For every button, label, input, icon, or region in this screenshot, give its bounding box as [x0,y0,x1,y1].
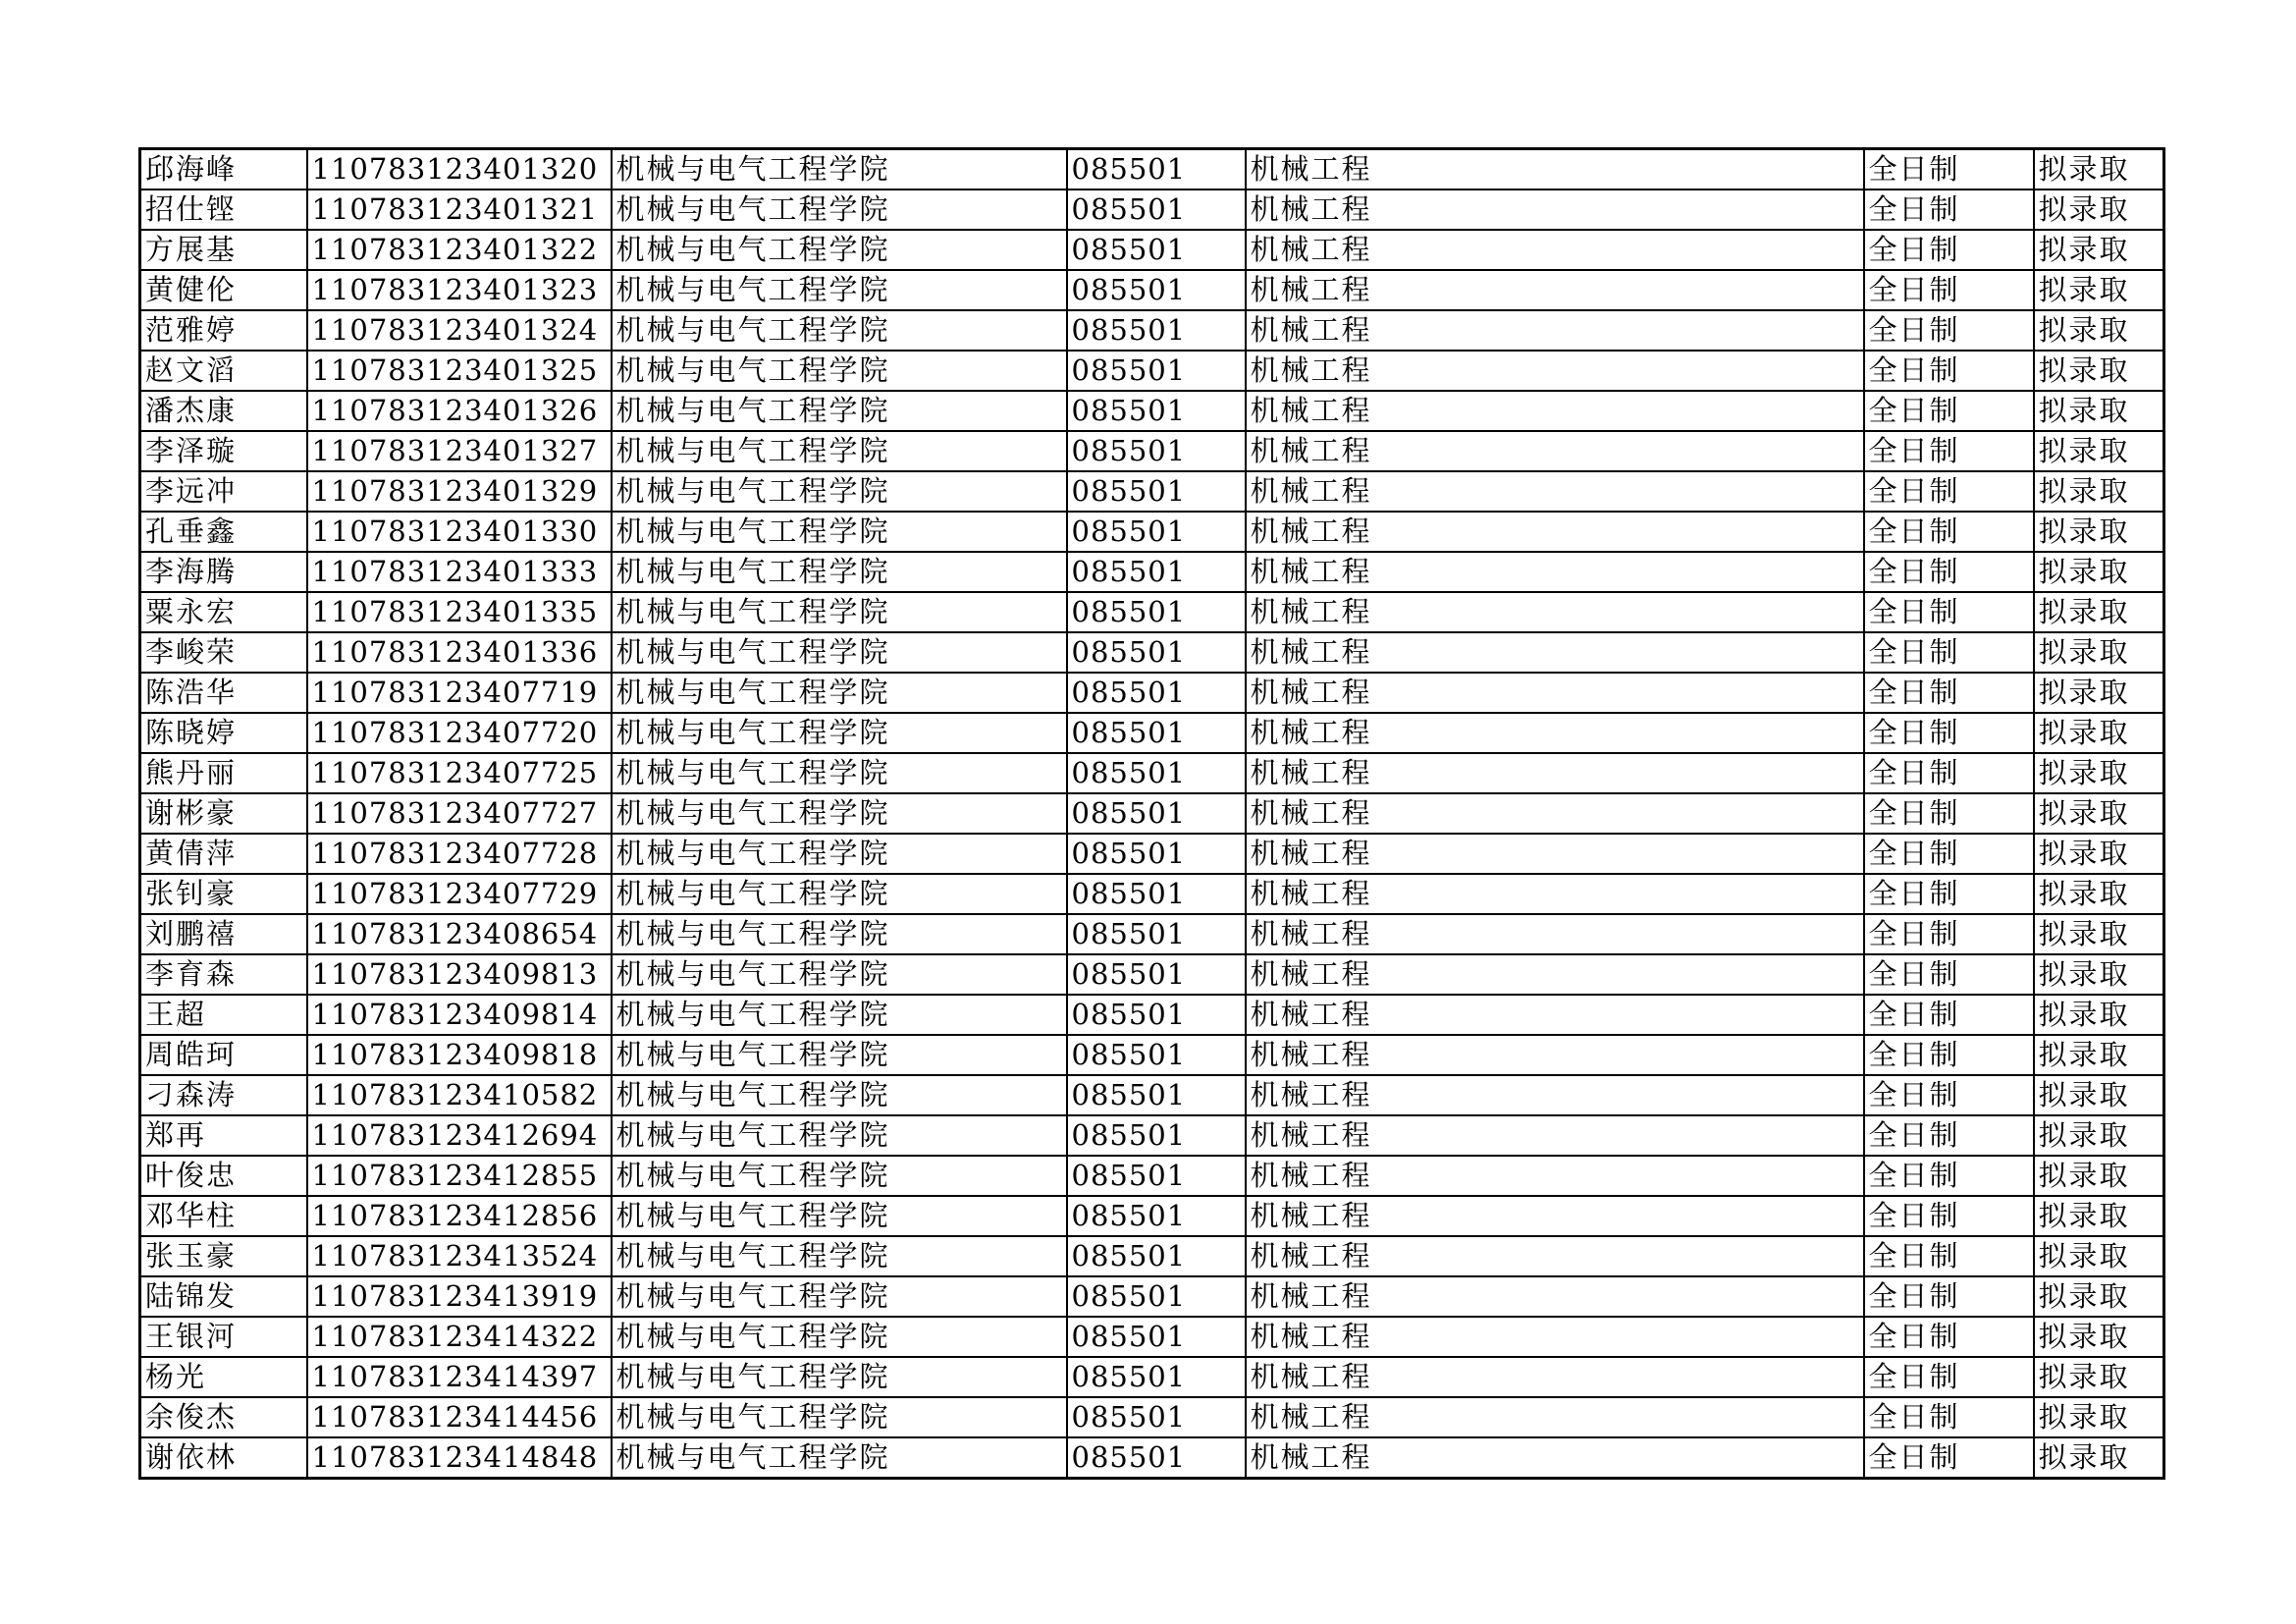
admission-status-cell: 拟录取 [2034,874,2164,914]
major-name-cell: 机械工程 [1246,189,1864,230]
study-mode-cell: 全日制 [1864,713,2034,753]
study-mode-cell: 全日制 [1864,512,2034,552]
table-row [140,995,2164,1035]
major-name-cell: 机械工程 [1246,713,1864,753]
school-cell: 机械与电气工程学院 [612,914,1067,954]
major-name-cell: 机械工程 [1246,391,1864,431]
table-row [140,632,2164,673]
major-code-cell: 085501 [1067,874,1246,914]
admission-status-cell: 拟录取 [2034,995,2164,1035]
school-cell: 机械与电气工程学院 [612,1075,1067,1115]
admission-status-cell: 拟录取 [2034,713,2164,753]
admission-status-cell: 拟录取 [2034,834,2164,874]
major-name-cell: 机械工程 [1246,954,1864,995]
student-name-cell: 邓华柱 [140,1196,307,1236]
admission-status-cell: 拟录取 [2034,431,2164,471]
school-cell: 机械与电气工程学院 [612,1397,1067,1437]
major-code-cell: 085501 [1067,351,1246,391]
table-row [140,351,2164,391]
admission-status-cell: 拟录取 [2034,1196,2164,1236]
student-name-cell: 陈浩华 [140,673,307,713]
study-mode-cell: 全日制 [1864,1196,2034,1236]
major-code-cell: 085501 [1067,512,1246,552]
admission-status-cell: 拟录取 [2034,149,2164,190]
exam-id-cell: 110783123401327 [307,431,612,471]
student-name-cell: 邱海峰 [140,149,307,190]
exam-id-cell: 110783123407727 [307,793,612,834]
study-mode-cell: 全日制 [1864,954,2034,995]
table-row [140,1397,2164,1437]
table-row [140,230,2164,270]
admission-status-cell: 拟录取 [2034,753,2164,793]
exam-id-cell: 110783123401336 [307,632,612,673]
exam-id-cell: 110783123408654 [307,914,612,954]
table-row [140,592,2164,632]
major-code-cell: 085501 [1067,1156,1246,1196]
table-row [140,270,2164,310]
student-name-cell: 李育森 [140,954,307,995]
major-code-cell: 085501 [1067,230,1246,270]
student-name-cell: 刘鹏禧 [140,914,307,954]
study-mode-cell: 全日制 [1864,471,2034,512]
exam-id-cell: 110783123401330 [307,512,612,552]
student-name-cell: 李海腾 [140,552,307,592]
admission-status-cell: 拟录取 [2034,270,2164,310]
student-name-cell: 熊丹丽 [140,753,307,793]
admission-status-cell: 拟录取 [2034,1437,2164,1479]
table-row [140,512,2164,552]
student-name-cell: 李泽璇 [140,431,307,471]
admission-status-cell: 拟录取 [2034,954,2164,995]
exam-id-cell: 110783123414322 [307,1317,612,1357]
major-name-cell: 机械工程 [1246,632,1864,673]
major-code-cell: 085501 [1067,592,1246,632]
school-cell: 机械与电气工程学院 [612,1437,1067,1479]
major-name-cell: 机械工程 [1246,1115,1864,1156]
major-name-cell: 机械工程 [1246,1196,1864,1236]
exam-id-cell: 110783123401325 [307,351,612,391]
major-name-cell: 机械工程 [1246,230,1864,270]
study-mode-cell: 全日制 [1864,914,2034,954]
admission-status-cell: 拟录取 [2034,793,2164,834]
study-mode-cell: 全日制 [1864,874,2034,914]
admission-status-cell: 拟录取 [2034,1115,2164,1156]
school-cell: 机械与电气工程学院 [612,753,1067,793]
study-mode-cell: 全日制 [1864,431,2034,471]
major-name-cell: 机械工程 [1246,1156,1864,1196]
major-code-cell: 085501 [1067,1397,1246,1437]
study-mode-cell: 全日制 [1864,793,2034,834]
major-name-cell: 机械工程 [1246,793,1864,834]
table-row [140,1035,2164,1075]
major-code-cell: 085501 [1067,1196,1246,1236]
major-code-cell: 085501 [1067,1437,1246,1479]
table-row [140,1437,2164,1479]
major-name-cell: 机械工程 [1246,1317,1864,1357]
table-row [140,1115,2164,1156]
school-cell: 机械与电气工程学院 [612,512,1067,552]
school-cell: 机械与电气工程学院 [612,1357,1067,1397]
major-name-cell: 机械工程 [1246,914,1864,954]
major-code-cell: 085501 [1067,1317,1246,1357]
table-row [140,713,2164,753]
table-row [140,391,2164,431]
admission-status-cell: 拟录取 [2034,552,2164,592]
major-name-cell: 机械工程 [1246,1357,1864,1397]
major-name-cell: 机械工程 [1246,874,1864,914]
admission-status-cell: 拟录取 [2034,391,2164,431]
major-code-cell: 085501 [1067,995,1246,1035]
study-mode-cell: 全日制 [1864,592,2034,632]
major-name-cell: 机械工程 [1246,310,1864,351]
table-row [140,471,2164,512]
table-row [140,1317,2164,1357]
school-cell: 机械与电气工程学院 [612,1196,1067,1236]
school-cell: 机械与电气工程学院 [612,471,1067,512]
major-name-cell: 机械工程 [1246,592,1864,632]
study-mode-cell: 全日制 [1864,270,2034,310]
exam-id-cell: 110783123410582 [307,1075,612,1115]
major-name-cell: 机械工程 [1246,1397,1864,1437]
exam-id-cell: 110783123401324 [307,310,612,351]
major-code-cell: 085501 [1067,391,1246,431]
major-name-cell: 机械工程 [1246,1437,1864,1479]
table-row [140,1276,2164,1317]
student-name-cell: 谢依林 [140,1437,307,1479]
major-code-cell: 085501 [1067,673,1246,713]
exam-id-cell: 110783123414848 [307,1437,612,1479]
exam-id-cell: 110783123407720 [307,713,612,753]
admission-status-cell: 拟录取 [2034,1035,2164,1075]
table-row [140,753,2164,793]
school-cell: 机械与电气工程学院 [612,1276,1067,1317]
study-mode-cell: 全日制 [1864,753,2034,793]
student-name-cell: 张钊豪 [140,874,307,914]
school-cell: 机械与电气工程学院 [612,632,1067,673]
study-mode-cell: 全日制 [1864,1397,2034,1437]
student-name-cell: 黄健伦 [140,270,307,310]
school-cell: 机械与电气工程学院 [612,995,1067,1035]
study-mode-cell: 全日制 [1864,391,2034,431]
exam-id-cell: 110783123401320 [307,149,612,190]
study-mode-cell: 全日制 [1864,310,2034,351]
exam-id-cell: 110783123412855 [307,1156,612,1196]
study-mode-cell: 全日制 [1864,1156,2034,1196]
student-name-cell: 谢彬豪 [140,793,307,834]
student-name-cell: 方展基 [140,230,307,270]
major-code-cell: 085501 [1067,270,1246,310]
study-mode-cell: 全日制 [1864,834,2034,874]
table-row [140,431,2164,471]
admission-status-cell: 拟录取 [2034,632,2164,673]
major-code-cell: 085501 [1067,189,1246,230]
school-cell: 机械与电气工程学院 [612,1317,1067,1357]
admission-list-sheet [138,147,2163,1480]
student-name-cell: 招仕铿 [140,189,307,230]
exam-id-cell: 110783123401322 [307,230,612,270]
school-cell: 机械与电气工程学院 [612,1115,1067,1156]
table-body [140,149,2164,1479]
exam-id-cell: 110783123414456 [307,1397,612,1437]
exam-id-cell: 110783123409818 [307,1035,612,1075]
table-row [140,1236,2164,1276]
exam-id-cell: 110783123401335 [307,592,612,632]
student-name-cell: 潘杰康 [140,391,307,431]
table-row [140,1075,2164,1115]
major-name-cell: 机械工程 [1246,1075,1864,1115]
study-mode-cell: 全日制 [1864,1035,2034,1075]
school-cell: 机械与电气工程学院 [612,351,1067,391]
school-cell: 机械与电气工程学院 [612,270,1067,310]
table-row [140,793,2164,834]
student-name-cell: 李远冲 [140,471,307,512]
exam-id-cell: 110783123401321 [307,189,612,230]
major-name-cell: 机械工程 [1246,1236,1864,1276]
student-name-cell: 张玉豪 [140,1236,307,1276]
major-code-cell: 085501 [1067,1035,1246,1075]
exam-id-cell: 110783123407725 [307,753,612,793]
school-cell: 机械与电气工程学院 [612,954,1067,995]
study-mode-cell: 全日制 [1864,1276,2034,1317]
student-name-cell: 孔垂鑫 [140,512,307,552]
school-cell: 机械与电气工程学院 [612,793,1067,834]
table-row [140,954,2164,995]
table-row [140,1357,2164,1397]
student-name-cell: 黄倩萍 [140,834,307,874]
admission-status-cell: 拟录取 [2034,1357,2164,1397]
admission-status-cell: 拟录取 [2034,189,2164,230]
school-cell: 机械与电气工程学院 [612,431,1067,471]
school-cell: 机械与电气工程学院 [612,230,1067,270]
exam-id-cell: 110783123401329 [307,471,612,512]
major-code-cell: 085501 [1067,431,1246,471]
admission-status-cell: 拟录取 [2034,1317,2164,1357]
major-name-cell: 机械工程 [1246,673,1864,713]
study-mode-cell: 全日制 [1864,189,2034,230]
major-code-cell: 085501 [1067,1276,1246,1317]
admission-status-cell: 拟录取 [2034,310,2164,351]
major-name-cell: 机械工程 [1246,834,1864,874]
admission-status-cell: 拟录取 [2034,1397,2164,1437]
exam-id-cell: 110783123401333 [307,552,612,592]
study-mode-cell: 全日制 [1864,1236,2034,1276]
student-name-cell: 陆锦发 [140,1276,307,1317]
major-code-cell: 085501 [1067,1075,1246,1115]
major-name-cell: 机械工程 [1246,552,1864,592]
major-code-cell: 085501 [1067,834,1246,874]
major-name-cell: 机械工程 [1246,431,1864,471]
study-mode-cell: 全日制 [1864,552,2034,592]
student-name-cell: 王银河 [140,1317,307,1357]
exam-id-cell: 110783123407719 [307,673,612,713]
exam-id-cell: 110783123414397 [307,1357,612,1397]
student-name-cell: 刁森涛 [140,1075,307,1115]
table-row [140,874,2164,914]
major-code-cell: 085501 [1067,914,1246,954]
major-name-cell: 机械工程 [1246,1276,1864,1317]
school-cell: 机械与电气工程学院 [612,673,1067,713]
study-mode-cell: 全日制 [1864,1115,2034,1156]
school-cell: 机械与电气工程学院 [612,391,1067,431]
school-cell: 机械与电气工程学院 [612,713,1067,753]
exam-id-cell: 110783123413919 [307,1276,612,1317]
study-mode-cell: 全日制 [1864,149,2034,190]
major-code-cell: 085501 [1067,753,1246,793]
exam-id-cell: 110783123409814 [307,995,612,1035]
major-code-cell: 085501 [1067,1357,1246,1397]
table-row [140,1196,2164,1236]
student-name-cell: 陈晓婷 [140,713,307,753]
table-row [140,834,2164,874]
major-name-cell: 机械工程 [1246,995,1864,1035]
student-name-cell: 杨光 [140,1357,307,1397]
student-name-cell: 赵文滔 [140,351,307,391]
major-code-cell: 085501 [1067,632,1246,673]
admission-status-cell: 拟录取 [2034,1236,2164,1276]
table-row [140,310,2164,351]
school-cell: 机械与电气工程学院 [612,592,1067,632]
exam-id-cell: 110783123401323 [307,270,612,310]
major-code-cell: 085501 [1067,1236,1246,1276]
major-name-cell: 机械工程 [1246,149,1864,190]
major-name-cell: 机械工程 [1246,753,1864,793]
table-row [140,149,2164,190]
study-mode-cell: 全日制 [1864,230,2034,270]
study-mode-cell: 全日制 [1864,632,2034,673]
school-cell: 机械与电气工程学院 [612,834,1067,874]
admission-status-cell: 拟录取 [2034,1075,2164,1115]
school-cell: 机械与电气工程学院 [612,1035,1067,1075]
exam-id-cell: 110783123413524 [307,1236,612,1276]
school-cell: 机械与电气工程学院 [612,874,1067,914]
school-cell: 机械与电气工程学院 [612,149,1067,190]
study-mode-cell: 全日制 [1864,673,2034,713]
major-name-cell: 机械工程 [1246,270,1864,310]
school-cell: 机械与电气工程学院 [612,189,1067,230]
major-code-cell: 085501 [1067,310,1246,351]
student-name-cell: 王超 [140,995,307,1035]
exam-id-cell: 110783123412856 [307,1196,612,1236]
admission-status-cell: 拟录取 [2034,592,2164,632]
study-mode-cell: 全日制 [1864,351,2034,391]
study-mode-cell: 全日制 [1864,995,2034,1035]
major-code-cell: 085501 [1067,149,1246,190]
student-name-cell: 叶俊忠 [140,1156,307,1196]
school-cell: 机械与电气工程学院 [612,552,1067,592]
student-name-cell: 粟永宏 [140,592,307,632]
major-code-cell: 085501 [1067,1115,1246,1156]
exam-id-cell: 110783123409813 [307,954,612,995]
school-cell: 机械与电气工程学院 [612,1236,1067,1276]
admission-status-cell: 拟录取 [2034,512,2164,552]
major-name-cell: 机械工程 [1246,512,1864,552]
school-cell: 机械与电气工程学院 [612,1156,1067,1196]
exam-id-cell: 110783123412694 [307,1115,612,1156]
admission-status-cell: 拟录取 [2034,471,2164,512]
student-name-cell: 余俊杰 [140,1397,307,1437]
admission-status-cell: 拟录取 [2034,914,2164,954]
study-mode-cell: 全日制 [1864,1075,2034,1115]
table-row [140,914,2164,954]
admission-status-cell: 拟录取 [2034,673,2164,713]
admission-table [138,147,2165,1480]
major-name-cell: 机械工程 [1246,351,1864,391]
admission-status-cell: 拟录取 [2034,1156,2164,1196]
table-row [140,189,2164,230]
student-name-cell: 周皓珂 [140,1035,307,1075]
student-name-cell: 郑再 [140,1115,307,1156]
major-code-cell: 085501 [1067,713,1246,753]
table-row [140,673,2164,713]
major-code-cell: 085501 [1067,552,1246,592]
table-row [140,552,2164,592]
admission-status-cell: 拟录取 [2034,230,2164,270]
major-code-cell: 085501 [1067,954,1246,995]
major-code-cell: 085501 [1067,793,1246,834]
exam-id-cell: 110783123401326 [307,391,612,431]
major-name-cell: 机械工程 [1246,1035,1864,1075]
school-cell: 机械与电气工程学院 [612,310,1067,351]
study-mode-cell: 全日制 [1864,1317,2034,1357]
admission-status-cell: 拟录取 [2034,351,2164,391]
major-code-cell: 085501 [1067,471,1246,512]
table-row [140,1156,2164,1196]
study-mode-cell: 全日制 [1864,1357,2034,1397]
exam-id-cell: 110783123407729 [307,874,612,914]
student-name-cell: 李峻荣 [140,632,307,673]
student-name-cell: 范雅婷 [140,310,307,351]
major-name-cell: 机械工程 [1246,471,1864,512]
study-mode-cell: 全日制 [1864,1437,2034,1479]
exam-id-cell: 110783123407728 [307,834,612,874]
admission-status-cell: 拟录取 [2034,1276,2164,1317]
